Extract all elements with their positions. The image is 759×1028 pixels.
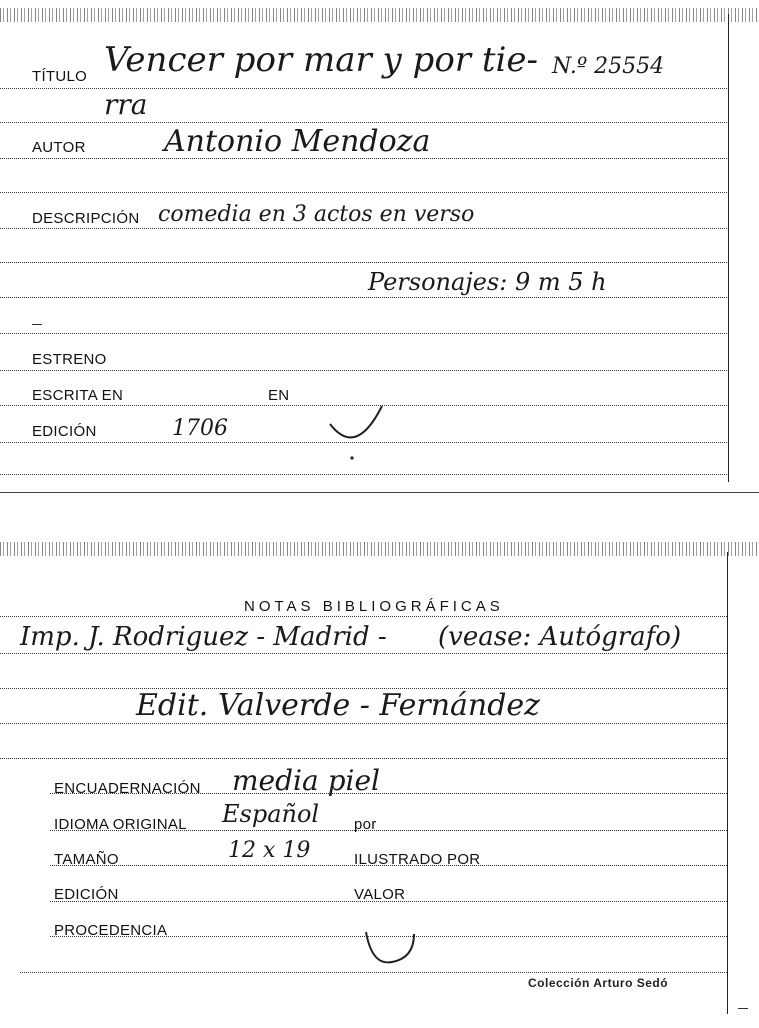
right-border-line-bottom <box>727 552 728 1014</box>
card-top-edge-noise <box>0 8 759 22</box>
descripcion-handwritten: comedia en 3 actos en verso <box>158 202 475 227</box>
rule-notas-2 <box>0 653 727 654</box>
estreno-label: ESTRENO <box>32 351 107 368</box>
margin-tick <box>32 324 42 325</box>
rule-titulo-2 <box>0 122 727 123</box>
titulo-number-handwritten: N.º 25554 <box>552 54 665 79</box>
card-bottom-edge-noise <box>0 542 759 556</box>
cut-line <box>0 492 759 493</box>
rule-blank-3 <box>0 333 727 334</box>
edicion-label-bottom: EDICIÓN <box>54 886 119 903</box>
rule-notas-4 <box>0 723 727 724</box>
rule-final <box>20 972 727 973</box>
rule-personajes <box>0 297 727 298</box>
punch-hole-notch-top <box>326 404 386 464</box>
procedencia-label: PROCEDENCIA <box>54 922 168 939</box>
edicion-label-top: EDICIÓN <box>32 423 97 440</box>
personajes-handwritten: Personajes: 9 m 5 h <box>368 268 607 296</box>
autor-label: AUTOR <box>32 139 86 156</box>
bottom-catalog-card <box>0 538 759 1028</box>
rule-notas-5 <box>0 758 727 759</box>
tamano-handwritten: 12 x 19 <box>228 838 311 863</box>
punch-hole-notch-bottom <box>362 930 422 970</box>
idioma-original-label: IDIOMA ORIGINAL <box>54 816 187 833</box>
en-label: EN <box>268 387 290 404</box>
top-catalog-card <box>0 0 759 492</box>
escrita-en-label: ESCRITA EN <box>32 387 124 404</box>
titulo-label: TÍTULO <box>32 68 88 85</box>
encuadernacion-label: ENCUADERNACIÓN <box>54 780 201 797</box>
nota-line1-handwritten: Imp. J. Rodriguez - Madrid - <box>20 622 387 652</box>
titulo-tail-handwritten: rra <box>104 88 148 121</box>
valor-label: VALOR <box>354 886 406 903</box>
autor-handwritten: Antonio Mendoza <box>164 124 431 159</box>
ilustrado-por-label: ILUSTRADO POR <box>354 851 481 868</box>
rule-bottom <box>0 474 727 475</box>
idioma-handwritten: Español <box>222 800 320 828</box>
tamano-label: TAMAÑO <box>54 851 119 868</box>
rule-descripcion <box>0 228 727 229</box>
nota-line1-right-handwritten: (vease: Autógrafo) <box>438 622 682 652</box>
right-border-line <box>728 14 729 482</box>
corner-tick <box>738 1008 748 1009</box>
edicion-handwritten: 1706 <box>172 416 228 441</box>
nota-line2-handwritten: Edit. Valverde - Fernández <box>136 688 540 723</box>
rule-blank-2 <box>0 262 727 263</box>
rule-blank-1 <box>0 192 727 193</box>
rule-notas-1 <box>0 616 727 617</box>
encuadernacion-handwritten: media piel <box>232 764 380 797</box>
por-label: por <box>354 816 377 833</box>
descripcion-label: DESCRIPCIÓN <box>32 210 140 227</box>
titulo-handwritten: Vencer por mar y por tie- <box>104 40 538 80</box>
rule-estreno <box>0 370 727 371</box>
notas-bibliograficas-header: NOTAS BIBLIOGRÁFICAS <box>244 598 504 615</box>
coleccion-credit: Colección Arturo Sedó <box>528 976 669 990</box>
